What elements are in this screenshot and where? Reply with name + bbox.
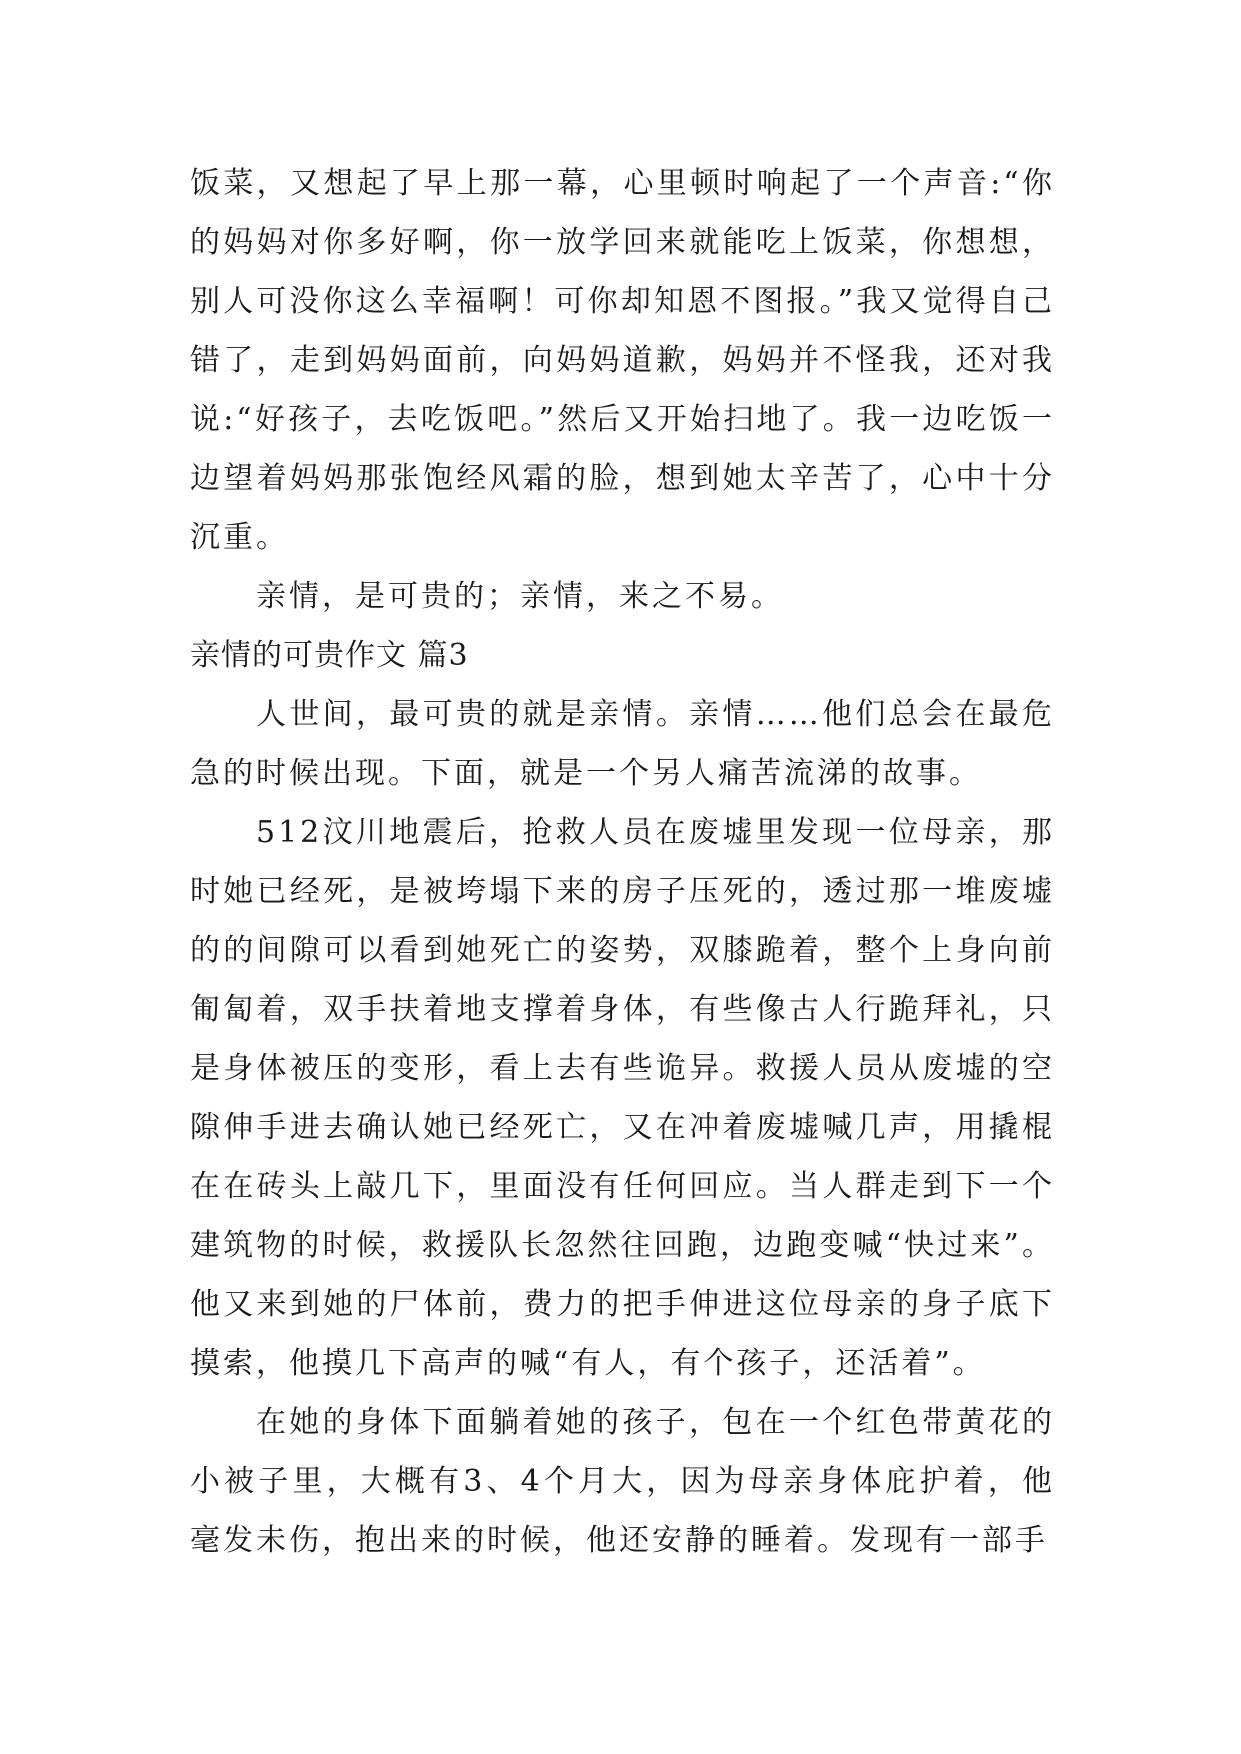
paragraph-summary: 亲情，是可贵的；亲情，来之不易。 <box>256 579 784 614</box>
paragraph-earthquake: 512汶川地震后，抢救人员在废墟里发现一位母亲，那时她已经死，是被垮塌下来的房子压死的，透过那一堆废墟的的间隙可以看到她死亡的姿势，双膝跪着，整个上身向前匍匐着，双手扶着地支撑着身体，有些像古人行跪拜礼，只是身体被压的变形，看上去有些诡异。救援人员从废墟的空隙伸手进去确认她已经死亡，又在冲着废墟喊几声，用撬棍在在砖头上敲几下，里面没有任何回应。当人群走到下一个建筑物的时候，救援队长忽然往回跑，边跑变喊“快过来”。他又来到她的尸体前，费力的把手伸进这位母亲的身子底下摸索，他摸几下高声的喊“有人，有个孩子，还活着”。 <box>190 815 1055 1381</box>
paragraph-intro: 人世间，最可贵的就是亲情。亲情……他们总会在最危急的时候出现。下面，就是一个另人痛苦流涕的故事。 <box>190 697 1055 791</box>
paragraph-child: 在她的身体下面躺着她的孩子，包在一个红色带黄花的小被子里，大概有3、4个月大，因为母亲身体庇护着，他毫发未伤，抱出来的时候，他还安静的睡着。发现有一部手 <box>190 1405 1055 1558</box>
section-heading: 亲情的可贵作文 篇3 <box>190 638 469 673</box>
paragraph-continued: 饭菜，又想起了早上那一幕，心里顿时响起了一个声音:“你的妈妈对你多好啊，你一放学回来就能吃上饭菜，你想想，别人可没你这么幸福啊！可你却知恩不图报。”我又觉得自己错了，走到妈妈面前，向妈妈道歉，妈妈并不怪我，还对我说:“好孩子，去吃饭吧。”然后又开始扫地了。我一边吃饭一边望着妈妈那张饱经风霜的脸，想到她太辛苦了，心中十分沉重。 <box>190 166 1055 555</box>
document-body <box>190 154 1055 1570</box>
